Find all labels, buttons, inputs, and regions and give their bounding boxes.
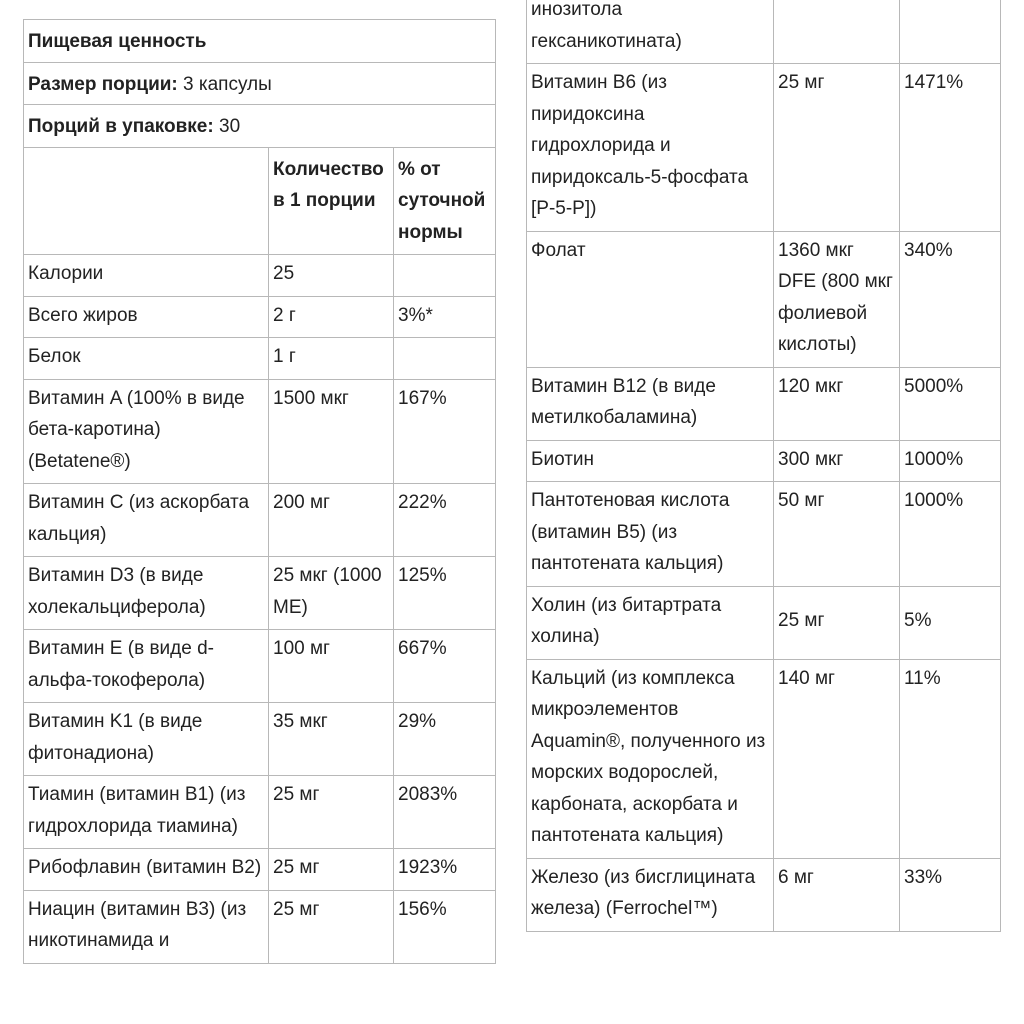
table-row xyxy=(24,379,496,484)
table-row xyxy=(527,586,1001,659)
table-row xyxy=(527,858,1001,931)
nutrient-daily-value: 1923% xyxy=(394,849,496,891)
nutrient-amount: 25 xyxy=(269,255,394,297)
table-row xyxy=(527,440,1001,482)
nutrient-daily-value: 11% xyxy=(900,659,1001,858)
nutrient-amount: 6 мг xyxy=(774,858,900,931)
column-header-row xyxy=(24,147,496,255)
nutrient-daily-value: 1000% xyxy=(900,440,1001,482)
nutrient-name: Витамин E (в виде d-альфа-токоферола) xyxy=(24,630,269,703)
nutrient-amount: 2 г xyxy=(269,296,394,338)
table-row xyxy=(527,482,1001,587)
nutrient-daily-value: 29% xyxy=(394,703,496,776)
servings-per-container xyxy=(24,105,496,148)
nutrient-amount: 1500 мкг xyxy=(269,379,394,484)
table-row xyxy=(527,367,1001,440)
table-row xyxy=(527,64,1001,232)
nutrient-daily-value: 667% xyxy=(394,630,496,703)
nutrient-name: Пантотеновая кислота (витамин B5) (из пантотената кальция) xyxy=(527,482,774,587)
column-header-empty xyxy=(24,147,269,255)
nutrient-daily-value xyxy=(394,255,496,297)
table-row xyxy=(527,659,1001,858)
nutrient-name: Витамин A (100% в виде бета-каротина) (Betatene®) xyxy=(24,379,269,484)
nutrient-daily-value: 2083% xyxy=(394,776,496,849)
nutrient-daily-value: 125% xyxy=(394,557,496,630)
nutrient-amount: 120 мкг xyxy=(774,367,900,440)
nutrient-name: Холин (из битартрата холина) xyxy=(527,586,774,659)
serving-size xyxy=(24,62,496,105)
nutrient-amount: 1 г xyxy=(269,338,394,380)
nutrient-daily-value: 1000% xyxy=(900,482,1001,587)
nutrient-name: Витамин K1 (в виде фитонадиона) xyxy=(24,703,269,776)
nutrient-name: Витамин B6 (из пиридоксина гидрохлорида и пиридоксаль-5-фосфата [P-5-P]) xyxy=(527,64,774,232)
nutrition-table-left xyxy=(23,19,496,964)
nutrient-name: Рибофлавин (витамин B2) xyxy=(24,849,269,891)
nutrient-amount: 25 мг xyxy=(774,586,900,659)
nutrient-amount: 25 мг xyxy=(269,890,394,963)
nutrient-name: Калории xyxy=(24,255,269,297)
nutrient-amount: 200 мг xyxy=(269,484,394,557)
table-row xyxy=(527,231,1001,367)
nutrient-amount: 300 мкг xyxy=(774,440,900,482)
nutrient-name: Всего жиров xyxy=(24,296,269,338)
nutrient-name: Биотин xyxy=(527,440,774,482)
table-row xyxy=(527,0,1001,64)
nutrient-name: Фолат xyxy=(527,231,774,367)
nutrient-daily-value: 222% xyxy=(394,484,496,557)
table-row xyxy=(24,557,496,630)
nutrient-daily-value: 340% xyxy=(900,231,1001,367)
header-title-row xyxy=(24,20,496,63)
nutrient-name: Железо (из бисглицината железа) (Ferrochel™) xyxy=(527,858,774,931)
table-row xyxy=(24,849,496,891)
nutrition-table-right xyxy=(526,0,1001,932)
serving-size-row xyxy=(24,62,496,105)
servings-value: 30 xyxy=(213,116,241,137)
nutrient-name: Витамин B12 (в виде метилкобаламина) xyxy=(527,367,774,440)
nutrient-amount: 140 мг xyxy=(774,659,900,858)
nutrient-daily-value xyxy=(900,0,1001,64)
column-header-dv: % от суточной нормы xyxy=(394,147,496,255)
nutrient-amount: 25 мг xyxy=(269,849,394,891)
nutrient-name: Белок xyxy=(24,338,269,380)
nutrient-name: Витамин D3 (в виде холекальциферола) xyxy=(24,557,269,630)
nutrient-name: Ниацин (витамин B3) (из никотинамида и xyxy=(24,890,269,963)
nutrient-amount: 35 мкг xyxy=(269,703,394,776)
table-row xyxy=(24,776,496,849)
nutrient-amount: 25 мг xyxy=(774,64,900,232)
nutrient-daily-value xyxy=(394,338,496,380)
nutrient-amount: 100 мг xyxy=(269,630,394,703)
nutrient-name: Витамин C (из аскорбата кальция) xyxy=(24,484,269,557)
table-row xyxy=(24,484,496,557)
column-header-amount: Количество в 1 порции xyxy=(269,147,394,255)
table-row xyxy=(24,338,496,380)
nutrient-name: инозитола гексаникотината) xyxy=(527,0,774,64)
serving-size-label: Размер порции: xyxy=(28,73,178,95)
nutrient-amount: 1360 мкг DFE (800 мкг фолиевой кислоты) xyxy=(774,231,900,367)
table-row xyxy=(24,630,496,703)
nutrient-name: Тиамин (витамин B1) (из гидрохлорида тиамина) xyxy=(24,776,269,849)
servings-per-container-row xyxy=(24,105,496,148)
nutrient-daily-value: 156% xyxy=(394,890,496,963)
nutrient-name: Кальций (из комплекса микроэлементов Aquamin®, полученного из морских водорослей, карбоната, аскорбата и пантотената кальция) xyxy=(527,659,774,858)
nutrient-daily-value: 33% xyxy=(900,858,1001,931)
servings-label: Порций в упаковке: xyxy=(28,116,214,137)
nutrient-daily-value: 5% xyxy=(900,586,1001,659)
table-row xyxy=(24,255,496,297)
nutrient-amount xyxy=(774,0,900,64)
nutrient-daily-value: 1471% xyxy=(900,64,1001,232)
serving-size-value: 3 капсулы xyxy=(177,73,272,95)
table-title: Пищевая ценность xyxy=(24,20,496,63)
table-row xyxy=(24,296,496,338)
nutrient-amount: 25 мкг (1000 МЕ) xyxy=(269,557,394,630)
nutrient-amount: 50 мг xyxy=(774,482,900,587)
nutrient-daily-value: 167% xyxy=(394,379,496,484)
nutrient-daily-value: 3%* xyxy=(394,296,496,338)
table-row xyxy=(24,703,496,776)
nutrient-amount: 25 мг xyxy=(269,776,394,849)
table-row xyxy=(24,890,496,963)
nutrient-daily-value: 5000% xyxy=(900,367,1001,440)
